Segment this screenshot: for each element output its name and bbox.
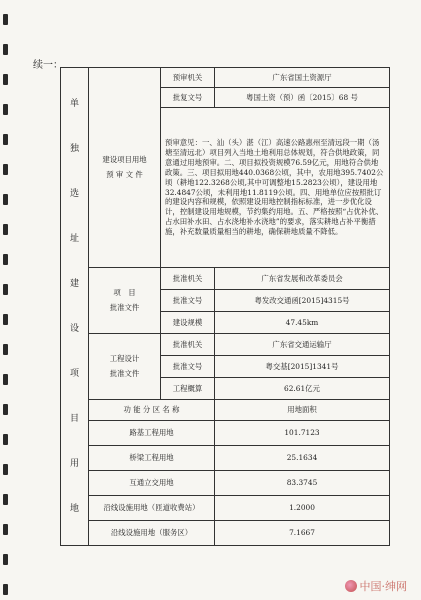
engineering-label-line2: 批准文件 <box>109 369 140 378</box>
site-watermark <box>345 578 408 594</box>
engineering-label-line1: 工程设计 <box>109 354 140 364</box>
project-scale-label: 建设规模 <box>161 312 215 334</box>
engineering-docno-value: 粤交基[2015]1341号 <box>215 356 390 378</box>
engineering-budget-label: 工程概算 <box>161 378 215 400</box>
project-approval-label-line1: 项 目 <box>113 288 136 298</box>
side-char: 独 <box>69 143 79 154</box>
project-scale-value: 47.45km <box>215 312 390 334</box>
zones-header-name: 功 能 分 区 名 称 <box>89 400 215 421</box>
zone-row-area: 1.2000 <box>215 496 390 521</box>
project-authority-value: 广东省发展和改革委员会 <box>215 268 390 290</box>
zone-row-name: 沿线设施用地（服务区） <box>89 521 215 546</box>
zone-row-name: 路基工程用地 <box>89 421 215 446</box>
zone-row-name: 互通立交用地 <box>89 471 215 496</box>
side-char: 址 <box>69 233 79 244</box>
continued-label: 续一： <box>33 60 63 71</box>
side-char: 选 <box>69 188 79 199</box>
binding-holes <box>3 0 11 600</box>
engineering-authority-label: 批准机关 <box>161 334 215 356</box>
side-char: 建 <box>69 278 79 289</box>
project-docno-label: 批准文号 <box>161 290 215 312</box>
preapproval-label-line2: 预 审 文 件 <box>106 170 143 179</box>
project-approval-label-line2: 批准文件 <box>109 303 140 312</box>
engineering-docno-label: 批准文号 <box>161 356 215 378</box>
preapproval-docno-value: 粤国土资（预）函〔2015〕68 号 <box>215 88 390 108</box>
preapproval-group-label <box>89 68 161 268</box>
side-char: 项 <box>69 368 79 379</box>
side-char: 目 <box>69 413 79 424</box>
zone-row-area: 25.1634 <box>215 446 390 471</box>
project-authority-label: 批准机关 <box>161 268 215 290</box>
zone-row-name: 桥梁工程用地 <box>89 446 215 471</box>
preapproval-label-line1: 建设项目用地 <box>102 155 147 165</box>
zone-row-area: 83.3745 <box>215 471 390 496</box>
zone-row-name: 沿线设施用地（匝道收费站） <box>89 496 215 521</box>
side-label <box>61 68 89 546</box>
preapproval-docno-label: 批复文号 <box>161 88 215 108</box>
preapproval-authority-value: 广东省国土资源厅 <box>215 68 390 88</box>
preapproval-authority-label: 预审机关 <box>161 68 215 88</box>
side-char: 设 <box>69 323 79 334</box>
project-approval-group-label <box>89 268 161 334</box>
engineering-authority-value: 广东省交通运输厅 <box>215 334 390 356</box>
zones-header-area: 用地面积 <box>215 400 390 421</box>
zone-row-area: 7.1667 <box>215 521 390 546</box>
engineering-group-label <box>89 334 161 400</box>
side-char: 单 <box>69 98 79 109</box>
project-docno-value: 粤发改交通函[2015]4315号 <box>215 290 390 312</box>
watermark-logo-icon <box>345 580 357 592</box>
preapproval-opinion: 预审意见：一、汕（头）湛（江）高速公路惠州至清远段一期（汤塘至清远北）项目列入当地土地利用总体规划，符合供地政策，同意通过用地预审。二、项目拟投资规模76.59亿元，用地符合供地政策。三、项目拟用地440.0368公顷，其中，农用地395.7402公顷（耕地122.3268公顷,其中可调整地15.2823公顷），建设用地32.4847公顷，未利用地11.8119公顷。四、用地单位应按照批订的建设内容和规模，依照建设用地控制指标标准，进一步优化设计，控制建设用地规模，节约集约用地。五、严格按照“占优补优、占水田补水田、占水浇地补水浇地”的要求，落实耕地占补平衡措施，补充数量质量相当的耕地，确保耕地质量不降低。 <box>161 108 390 268</box>
zone-row-area: 101.7123 <box>215 421 390 446</box>
side-char: 地 <box>69 503 79 514</box>
watermark-text: 中国·绅网 <box>359 580 407 593</box>
engineering-budget-value: 62.61亿元 <box>215 378 390 400</box>
land-use-form-table <box>60 67 390 546</box>
side-char: 用 <box>69 458 79 469</box>
